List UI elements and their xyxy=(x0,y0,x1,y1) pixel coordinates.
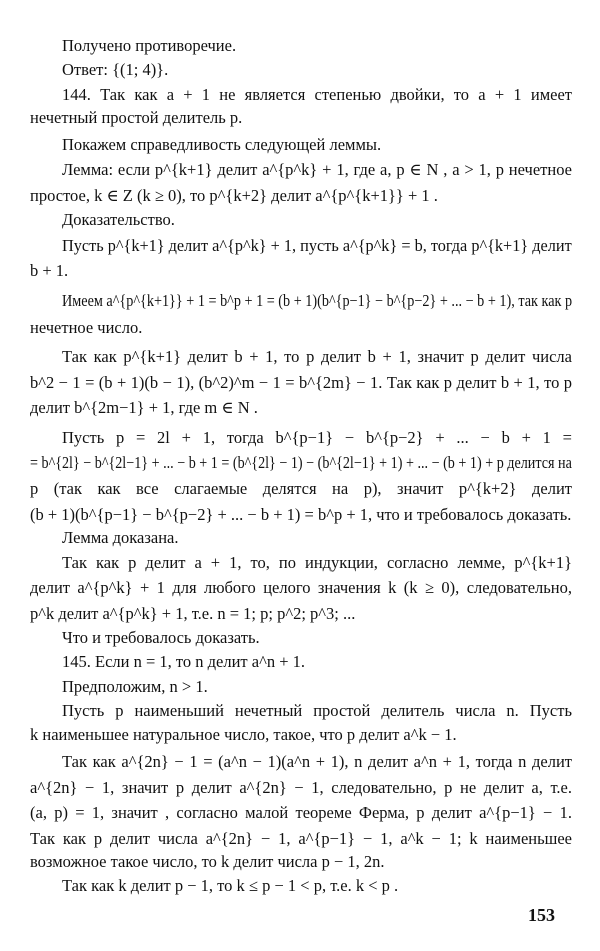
text-line: Так как p делит числа a^{2n} − 1, a^{p−1} − 1, a^k − 1; k наименьшее xyxy=(30,829,572,848)
text-line: (a, p) = 1, значит , согласно малой теореме Ферма, p делит a^{p−1} − 1. xyxy=(30,803,572,822)
text-line: = b^{2l} − b^{2l−1} + ... − b + 1 = (b^{2l} − 1) − (b^{2l−1} + 1) + ... − (b + 1) + p делится на xyxy=(30,453,572,472)
text-line: Лемма: если p^{k+1} делит a^{p^k} + 1, где a, p ∈ N , a > 1, p нечетное xyxy=(62,160,572,179)
text-line: Имеем a^{p^{k+1}} + 1 = b^p + 1 = (b + 1)(b^{p−1} − b^{p−2} + ... − b + 1), так как p xyxy=(62,291,573,310)
text-line: Пусть p = 2l + 1, тогда b^{p−1} − b^{p−2} + ... − b + 1 = xyxy=(62,428,572,447)
text-line: Так как k делит p − 1, то k ≤ p − 1 < p, т.е. k < p . xyxy=(62,876,399,895)
text-line: Ответ: {(1; 4)}. xyxy=(62,60,169,79)
text-line: Лемма доказана. xyxy=(62,528,179,547)
text-line: a^{2n} − 1, значит p делит a^{2n} − 1, следовательно, p не делит a, т.е. xyxy=(30,778,572,797)
text-line: Так как p делит a + 1, то, по индукции, согласно лемме, p^{k+1} xyxy=(62,553,572,572)
text-line: делит b^{2m−1} + 1, где m ∈ N . xyxy=(30,398,258,417)
text-line: (b + 1)(b^{p−1} − b^{p−2} + ... − b + 1) = b^p + 1, что и требовалось доказать. xyxy=(30,505,572,524)
text-line: p (так как все слагаемые делятся на p), значит p^{k+2} делит xyxy=(30,479,572,498)
text-line: Покажем справедливость следующей леммы. xyxy=(62,135,382,154)
text-line: b^2 − 1 = (b + 1)(b − 1), (b^2)^m − 1 = b^{2m} − 1. Так как p делит b + 1, то p xyxy=(30,373,572,392)
text-line: 144. Так как a + 1 не является степенью двойки, то a + 1 имеет xyxy=(62,85,572,104)
text-line: 145. Если n = 1, то n делит a^n + 1. xyxy=(62,652,306,671)
text-line: b + 1. xyxy=(30,261,69,280)
text-line: делит a^{p^k} + 1 для любого целого значения k (k ≥ 0), следовательно, xyxy=(30,578,572,597)
text-line: Доказательство. xyxy=(62,210,175,229)
text-line: простое, k ∈ Z (k ≥ 0), то p^{k+2} делит a^{p^{k+1}} + 1 . xyxy=(30,186,438,205)
text-line: Так как p^{k+1} делит b + 1, то p делит b + 1, значит p делит числа xyxy=(62,347,572,366)
text-line: k наименьшее натуральное число, такое, что p делит a^k − 1. xyxy=(30,725,457,744)
text-line: возможное такое число, то k делит числа p − 1, 2n. xyxy=(30,852,385,871)
text-line: Пусть p наименьший нечетный простой делитель числа n. Пусть xyxy=(62,701,572,720)
text-line: Предположим, n > 1. xyxy=(62,677,208,696)
text-line: Пусть p^{k+1} делит a^{p^k} + 1, пусть a^{p^k} = b, тогда p^{k+1} делит xyxy=(62,236,572,255)
page-number: 153 xyxy=(528,905,555,925)
text-line: Получено противоречие. xyxy=(62,36,237,55)
text-line: нечетное число. xyxy=(30,318,143,337)
text-line: p^k делит a^{p^k} + 1, т.е. n = 1; p; p^2; p^3; ... xyxy=(30,604,356,623)
text-line: Так как a^{2n} − 1 = (a^n − 1)(a^n + 1), n делит a^n + 1, тогда n делит xyxy=(62,752,572,771)
text-line: Что и требовалось доказать. xyxy=(62,628,260,647)
text-line: нечетный простой делитель p. xyxy=(30,108,243,127)
